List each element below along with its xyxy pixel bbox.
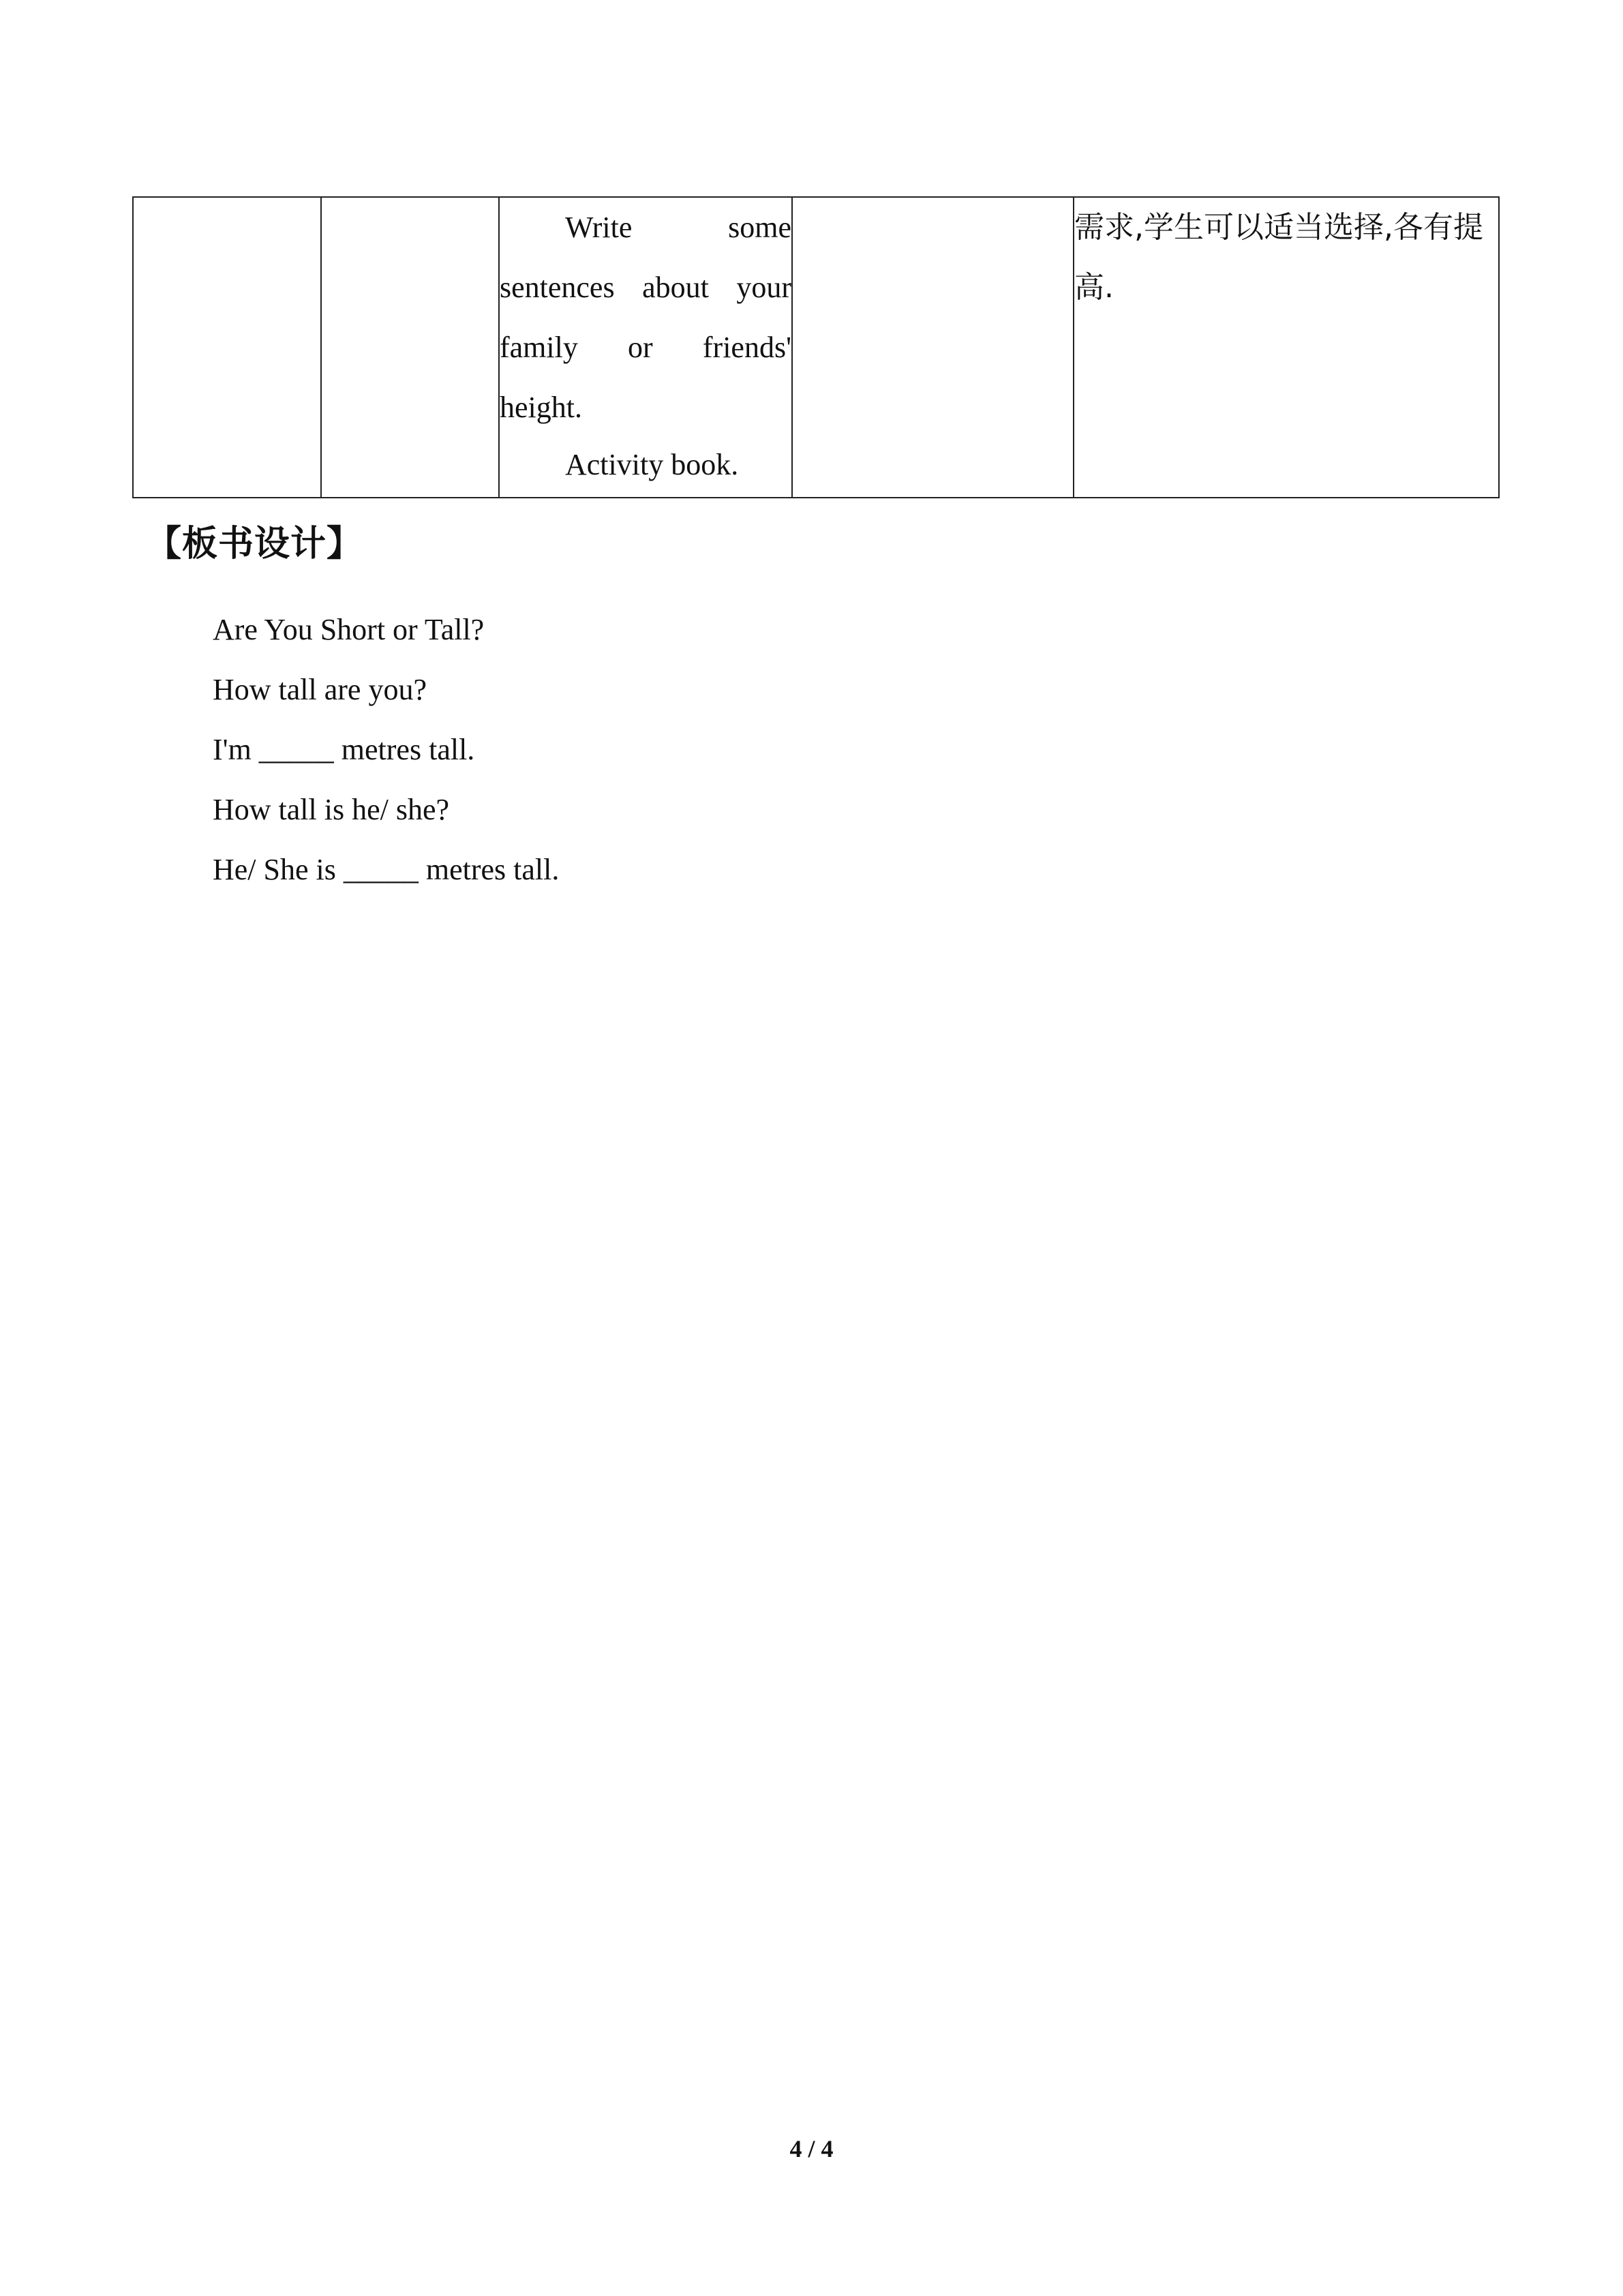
activity-book-text: Activity book. (565, 448, 739, 481)
board-line: He/ She is _____ metres tall. (213, 853, 560, 886)
lesson-plan-table (132, 196, 1500, 498)
table-cell-empty (321, 197, 499, 498)
table-cell-activity (499, 197, 792, 498)
table-row (133, 197, 1499, 498)
board-line: Are You Short or Tall? (213, 613, 485, 646)
board-line: How tall are you? (213, 673, 427, 706)
table-cell-note (1074, 197, 1499, 498)
table-cell-empty (792, 197, 1074, 498)
board-line: How tall is he/ she? (213, 793, 450, 826)
table-cell-empty (133, 197, 321, 498)
activity-text: Write some sentences about your family or friends' height. (500, 211, 791, 424)
page-number: 4 / 4 (789, 2135, 834, 2162)
note-text: 需求,学生可以适当选择,各有提高. (1074, 210, 1483, 305)
board-design-list (213, 600, 559, 900)
board-line: I'm _____ metres tall. (213, 733, 475, 766)
section-heading: 【板书设计】 (146, 524, 363, 564)
